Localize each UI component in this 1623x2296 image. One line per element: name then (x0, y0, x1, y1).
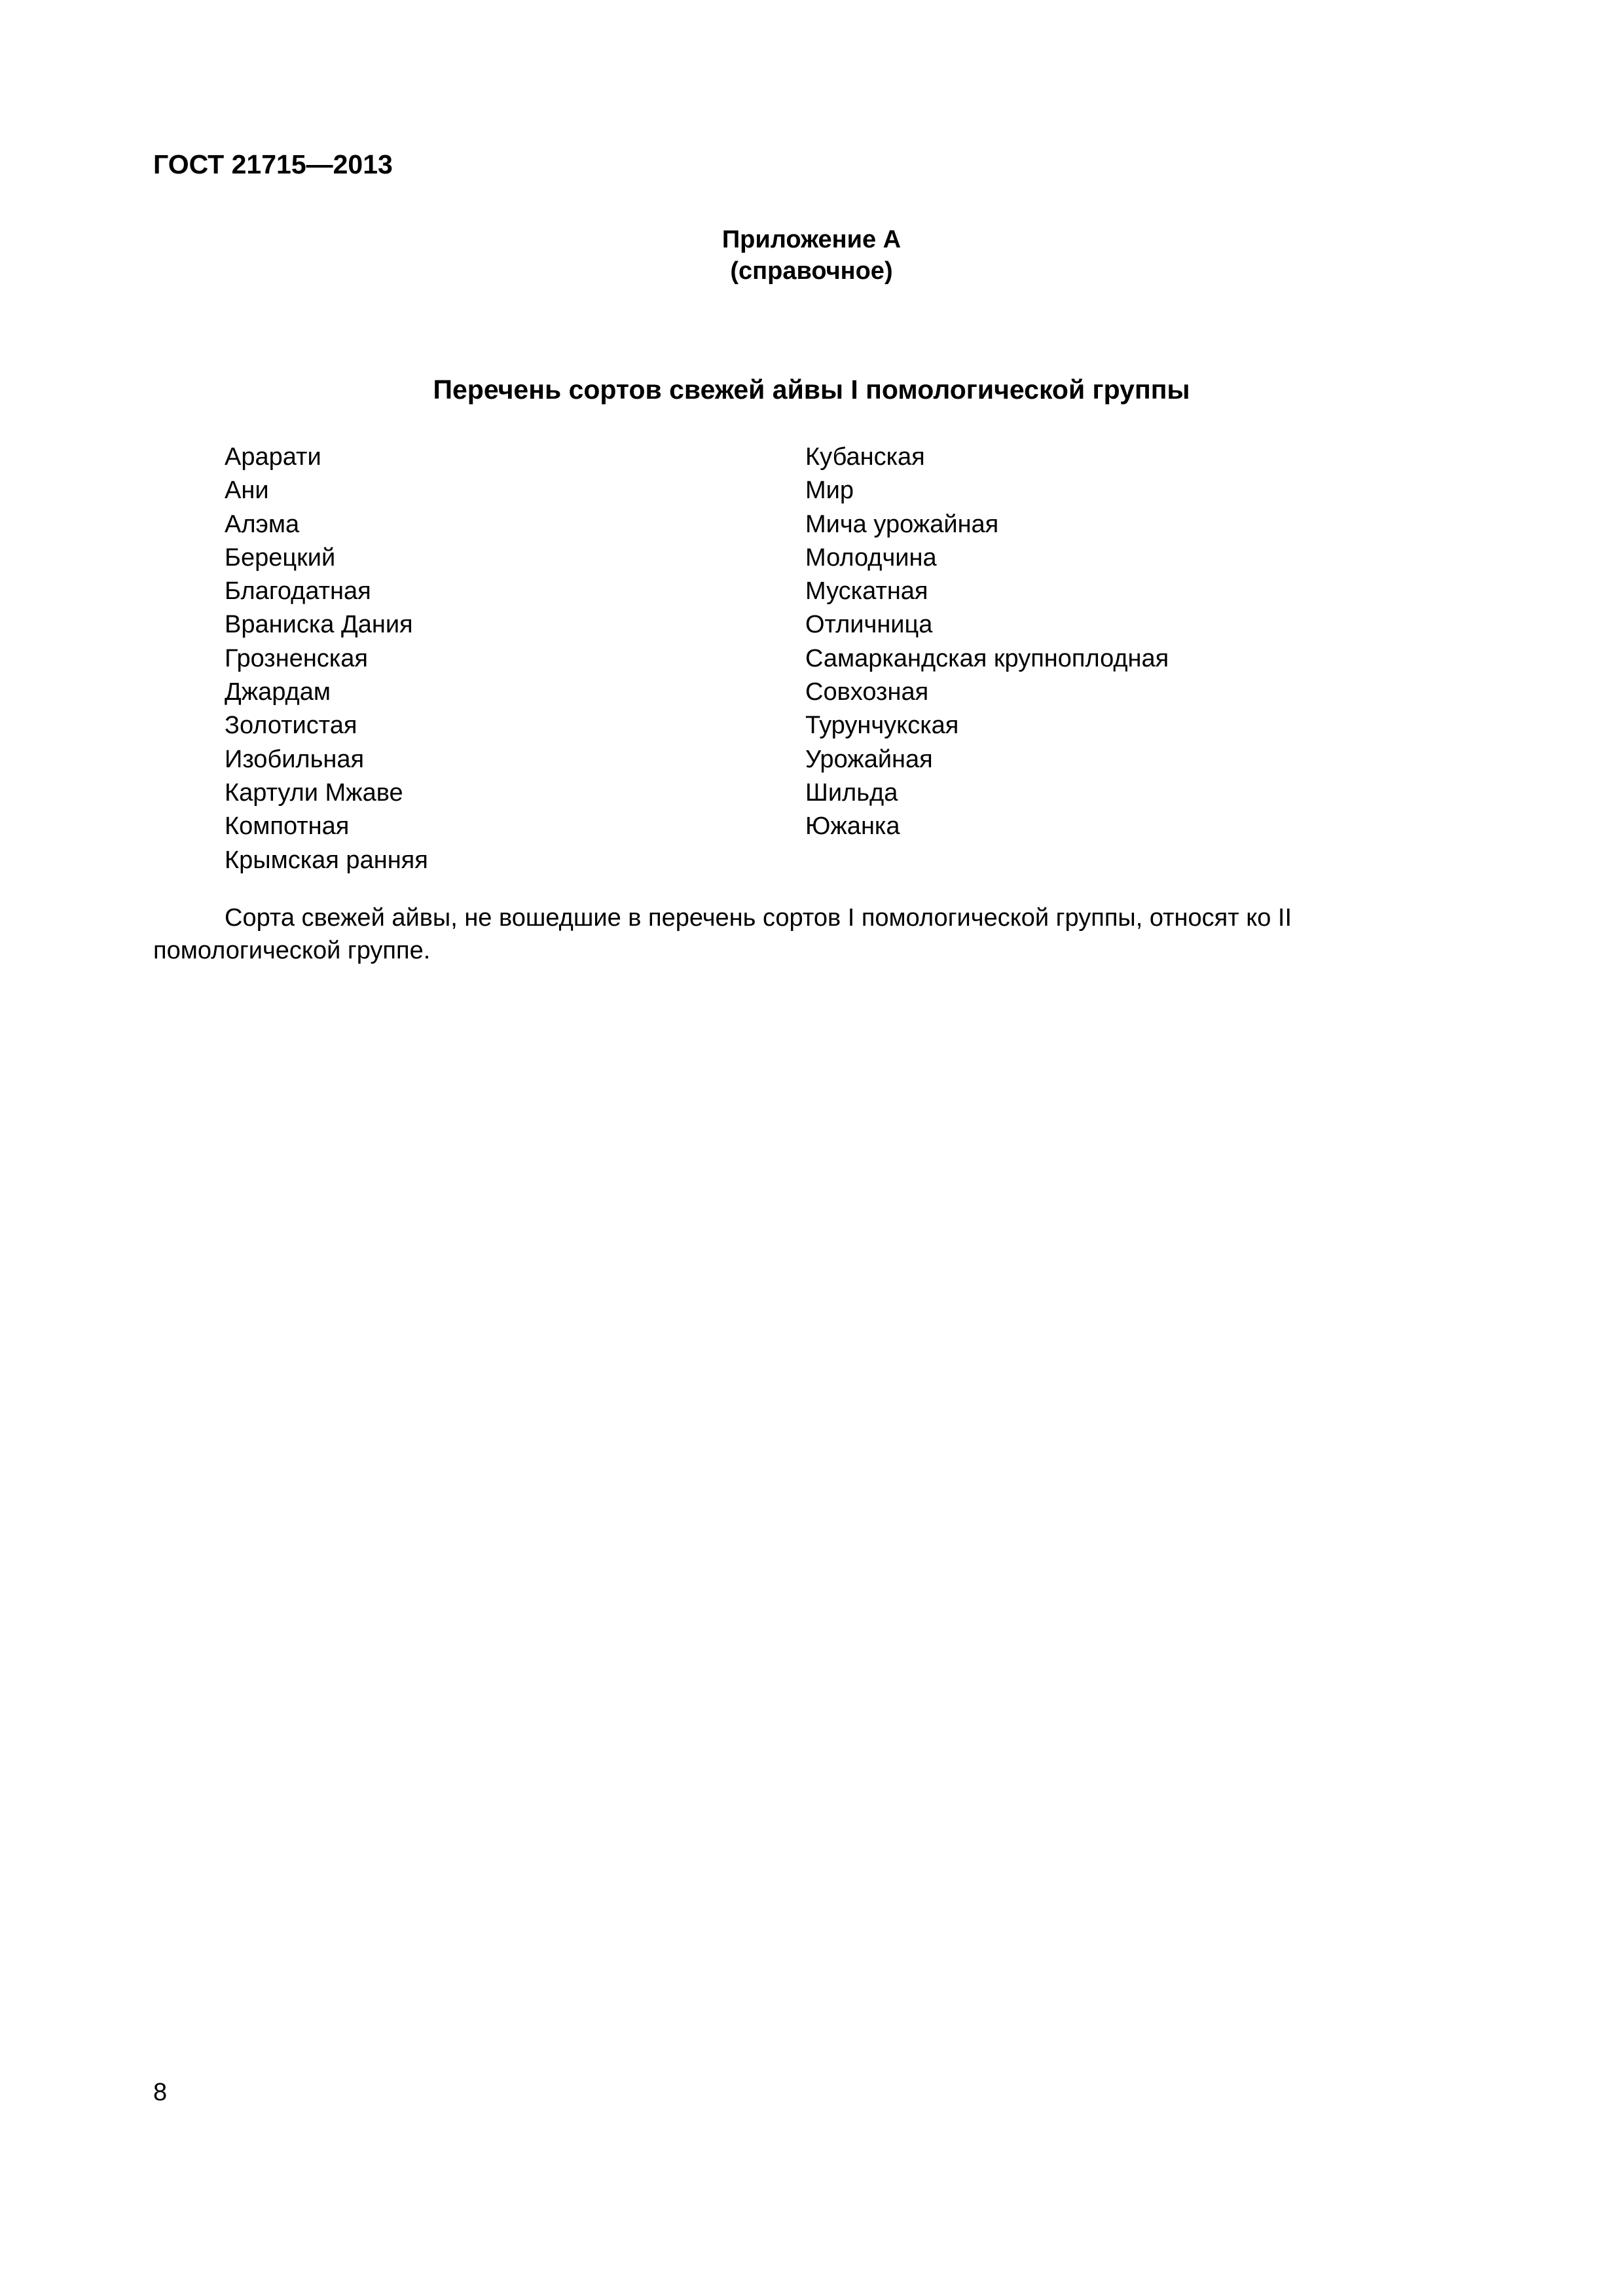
list-item: Мир (805, 477, 854, 505)
list-item: Мускатная (805, 577, 928, 606)
list-item: Отличница (805, 611, 933, 639)
note-paragraph: Сорта свежей айвы, не вошедшие в перечень сортов I помологической группы, относят ко II помологической группе. (153, 904, 1292, 964)
document-code: ГОСТ 21715—2013 (153, 149, 393, 179)
list-item: Благодатная (225, 577, 371, 606)
list-item: Совхозная (805, 678, 929, 706)
variety-list-left (225, 441, 428, 877)
list-item: Крымская ранняя (225, 846, 428, 874)
list-item: Изобильная (225, 745, 365, 773)
list-item: Алэма (225, 510, 300, 538)
list-item: Арарати (225, 443, 321, 471)
variety-list-right (805, 441, 1169, 844)
page-number: 8 (153, 2079, 168, 2106)
list-item: Компотная (225, 812, 350, 841)
list-item: Молодчина (805, 543, 937, 572)
list-item: Мича урожайная (805, 510, 999, 538)
list-item: Враниска Дания (225, 611, 413, 639)
list-item: Кубанская (805, 443, 925, 471)
list-item: Золотистая (225, 712, 357, 740)
appendix-heading (0, 224, 1623, 287)
list-item: Джардам (225, 678, 331, 706)
appendix-title: Приложение А (721, 226, 902, 253)
list-item: Шильда (805, 778, 898, 807)
appendix-subtitle: (справочное) (730, 257, 893, 285)
list-item: Грозненская (225, 644, 368, 672)
list-item: Турунчукская (805, 712, 959, 740)
list-item: Картули Мжаве (225, 778, 403, 807)
list-item: Урожайная (805, 745, 933, 773)
list-item: Ани (225, 477, 269, 505)
list-item: Берецкий (225, 543, 336, 572)
list-item: Южанка (805, 812, 900, 841)
list-item: Самаркандская крупноплодная (805, 644, 1169, 672)
section-title: Перечень сортов свежей айвы I помологической группы (433, 374, 1190, 405)
